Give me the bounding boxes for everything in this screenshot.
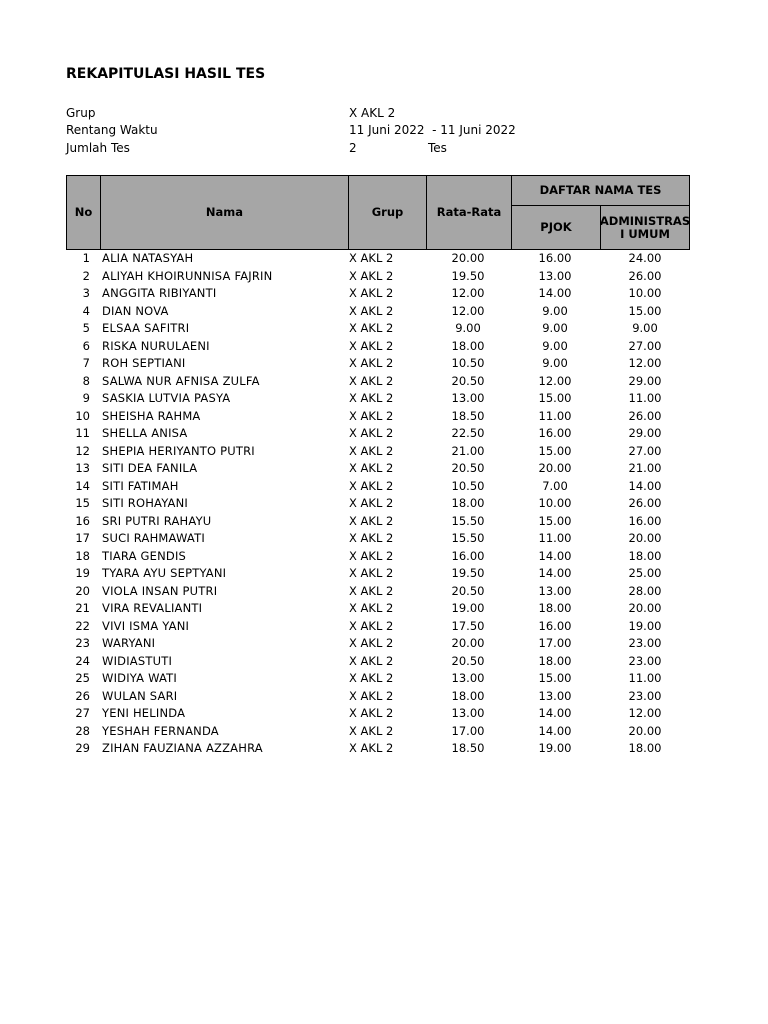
- pjok-score: 16.00: [538, 251, 572, 265]
- administrasi-umum-score: 27.00: [628, 443, 662, 458]
- pjok-score: 9.00: [542, 338, 568, 353]
- student-name: YESHAH FERNANDA: [102, 723, 219, 738]
- average-score: 18.50: [451, 408, 485, 423]
- pjok-score: 18.00: [538, 653, 572, 668]
- administrasi-umum-score: 20.00: [628, 531, 662, 545]
- pjok-score: 15.00: [538, 513, 572, 528]
- student-name: WARYANI: [102, 636, 156, 650]
- student-group: X AKL 2: [349, 426, 394, 440]
- average-score: 12.00: [451, 303, 485, 318]
- pjok-score: 11.00: [538, 531, 572, 545]
- row-number: 26: [75, 688, 90, 703]
- row-number: 28: [75, 723, 90, 738]
- table-row: [66, 478, 690, 496]
- table-row: [66, 268, 690, 286]
- average-score: 13.00: [451, 391, 485, 405]
- table-row: [66, 653, 690, 671]
- row-number: 13: [75, 461, 90, 475]
- student-name: WIDIYA WATI: [102, 671, 177, 685]
- row-number: 6: [82, 338, 90, 353]
- student-group: X AKL 2: [349, 548, 394, 563]
- administrasi-umum-score: 20.00: [628, 723, 662, 738]
- table-row: [66, 285, 690, 303]
- row-number: 1: [82, 251, 90, 265]
- average-score: 12.00: [451, 286, 485, 300]
- row-number: 21: [75, 601, 90, 615]
- student-group: X AKL 2: [349, 601, 394, 615]
- row-number: 11: [75, 426, 90, 440]
- student-name: ELSAA SAFITRI: [102, 321, 190, 335]
- info-rentang-value: 11 Juni 2022 - 11 Juni 2022: [349, 123, 516, 137]
- table-row: [66, 250, 690, 268]
- student-group: X AKL 2: [349, 321, 394, 335]
- student-name: RISKA NURULAENI: [102, 338, 210, 353]
- average-score: 18.00: [451, 496, 485, 510]
- table-row: [66, 373, 690, 391]
- pjok-score: 13.00: [538, 688, 572, 703]
- administrasi-umum-score: 26.00: [628, 496, 662, 510]
- student-name: ALIYAH KHOIRUNNISA FAJRIN: [102, 268, 273, 283]
- average-score: 20.50: [451, 373, 485, 388]
- row-number: 16: [75, 513, 90, 528]
- table-row: [66, 530, 690, 548]
- row-number: 18: [75, 548, 90, 563]
- student-name: SITI DEA FANILA: [102, 461, 198, 475]
- pjok-score: 9.00: [542, 303, 568, 318]
- average-score: 19.50: [451, 268, 485, 283]
- student-name: SHEPIA HERIYANTO PUTRI: [102, 443, 255, 458]
- table-row: [66, 565, 690, 583]
- administrasi-umum-score: 11.00: [628, 671, 662, 685]
- average-score: 20.00: [451, 251, 485, 265]
- student-group: X AKL 2: [349, 618, 394, 633]
- student-name: WIDIASTUTI: [102, 653, 173, 668]
- administrasi-umum-score: 24.00: [628, 251, 662, 265]
- row-number: 17: [75, 531, 90, 545]
- table-row: [66, 408, 690, 426]
- row-number: 22: [75, 618, 90, 633]
- student-group: X AKL 2: [349, 723, 394, 738]
- table-row: [66, 670, 690, 688]
- average-score: 18.00: [451, 688, 485, 703]
- student-name: TIARA GENDIS: [102, 548, 187, 563]
- administrasi-umum-score: 12.00: [628, 356, 662, 370]
- table-row: [66, 320, 690, 338]
- student-name: VIVI ISMA YANI: [102, 618, 190, 633]
- header-nama: Nama: [100, 175, 349, 250]
- table-row: [66, 443, 690, 461]
- student-group: X AKL 2: [349, 496, 394, 510]
- average-score: 19.50: [451, 566, 485, 580]
- student-group: X AKL 2: [349, 741, 394, 755]
- student-name: DIAN NOVA: [102, 303, 169, 318]
- student-group: X AKL 2: [349, 391, 394, 405]
- pjok-score: 7.00: [542, 478, 568, 493]
- info-grup-value: X AKL 2: [349, 106, 396, 120]
- pjok-score: 13.00: [538, 583, 572, 598]
- table-row: [66, 303, 690, 321]
- row-number: 15: [75, 496, 90, 510]
- administrasi-umum-score: 29.00: [628, 426, 662, 440]
- administrasi-umum-score: 26.00: [628, 268, 662, 283]
- pjok-score: 14.00: [538, 566, 572, 580]
- student-group: X AKL 2: [349, 443, 394, 458]
- pjok-score: 14.00: [538, 706, 572, 720]
- average-score: 17.00: [451, 723, 485, 738]
- pjok-score: 16.00: [538, 618, 572, 633]
- administrasi-umum-score: 27.00: [628, 338, 662, 353]
- row-number: 10: [75, 408, 90, 423]
- student-group: X AKL 2: [349, 268, 394, 283]
- table-row: [66, 740, 690, 758]
- pjok-score: 13.00: [538, 268, 572, 283]
- pjok-score: 17.00: [538, 636, 572, 650]
- row-number: 7: [82, 356, 90, 370]
- administrasi-umum-score: 18.00: [628, 741, 662, 755]
- student-name: ROH SEPTIANI: [102, 356, 186, 370]
- header-no: No: [66, 175, 101, 250]
- table-row: [66, 688, 690, 706]
- row-number: 25: [75, 671, 90, 685]
- pjok-score: 20.00: [538, 461, 572, 475]
- table-row: [66, 338, 690, 356]
- table-row: [66, 548, 690, 566]
- row-number: 20: [75, 583, 90, 598]
- header-rata-rata: Rata-Rata: [426, 175, 512, 250]
- row-number: 19: [75, 566, 90, 580]
- administrasi-umum-score: 11.00: [628, 391, 662, 405]
- header-grup: Grup: [348, 175, 427, 250]
- table-row: [66, 618, 690, 636]
- average-score: 20.50: [451, 461, 485, 475]
- student-group: X AKL 2: [349, 583, 394, 598]
- average-score: 13.00: [451, 706, 485, 720]
- student-name: SALWA NUR AFNISA ZULFA: [102, 373, 260, 388]
- row-number: 4: [82, 303, 90, 318]
- pjok-score: 15.00: [538, 671, 572, 685]
- administrasi-umum-score: 19.00: [628, 618, 662, 633]
- table-row: [66, 425, 690, 443]
- page-title: REKAPITULASI HASIL TES: [66, 66, 266, 82]
- pjok-score: 14.00: [538, 548, 572, 563]
- average-score: 20.50: [451, 583, 485, 598]
- administrasi-umum-score: 28.00: [628, 583, 662, 598]
- row-number: 29: [75, 741, 90, 755]
- administrasi-umum-score: 15.00: [628, 303, 662, 318]
- table-row: [66, 600, 690, 618]
- student-name: VIOLA INSAN PUTRI: [102, 583, 218, 598]
- table-row: [66, 723, 690, 741]
- pjok-score: 14.00: [538, 723, 572, 738]
- administrasi-umum-score: 9.00: [632, 321, 658, 335]
- student-name: SHELLA ANISA: [102, 426, 188, 440]
- average-score: 18.00: [451, 338, 485, 353]
- table-row: [66, 513, 690, 531]
- average-score: 18.50: [451, 741, 485, 755]
- average-score: 15.50: [451, 531, 485, 545]
- student-group: X AKL 2: [349, 688, 394, 703]
- student-group: X AKL 2: [349, 531, 394, 545]
- row-number: 27: [75, 706, 90, 720]
- pjok-score: 12.00: [538, 373, 572, 388]
- student-group: X AKL 2: [349, 513, 394, 528]
- pjok-score: 16.00: [538, 426, 572, 440]
- average-score: 10.50: [451, 356, 485, 370]
- administrasi-umum-score: 20.00: [628, 601, 662, 615]
- student-name: VIRA REVALIANTI: [102, 601, 203, 615]
- average-score: 17.50: [451, 618, 485, 633]
- student-group: X AKL 2: [349, 408, 394, 423]
- administrasi-umum-score: 10.00: [628, 286, 662, 300]
- row-number: 14: [75, 478, 90, 493]
- administrasi-umum-score: 18.00: [628, 548, 662, 563]
- header-administrasi-umum: ADMINISTRAS I UMUM: [600, 205, 690, 250]
- header-daftar-nama-tes: DAFTAR NAMA TES: [511, 175, 690, 206]
- student-name: SUCI RAHMAWATI: [102, 531, 205, 545]
- header-pjok: PJOK: [511, 205, 601, 250]
- average-score: 9.00: [455, 321, 481, 335]
- pjok-score: 11.00: [538, 408, 572, 423]
- administrasi-umum-score: 16.00: [628, 513, 662, 528]
- info-rentang-label: Rentang Waktu: [66, 123, 158, 137]
- table-row: [66, 355, 690, 373]
- administrasi-umum-score: 25.00: [628, 566, 662, 580]
- administrasi-umum-score: 21.00: [628, 461, 662, 475]
- student-group: X AKL 2: [349, 303, 394, 318]
- row-number: 3: [82, 286, 90, 300]
- student-group: X AKL 2: [349, 251, 394, 265]
- student-name: ANGGITA RIBIYANTI: [102, 286, 217, 300]
- table-row: [66, 390, 690, 408]
- row-number: 24: [75, 653, 90, 668]
- table-row: [66, 635, 690, 653]
- average-score: 21.00: [451, 443, 485, 458]
- administrasi-umum-score: 12.00: [628, 706, 662, 720]
- pjok-score: 10.00: [538, 496, 572, 510]
- administrasi-umum-score: 23.00: [628, 688, 662, 703]
- administrasi-umum-score: 14.00: [628, 478, 662, 493]
- pjok-score: 19.00: [538, 741, 572, 755]
- administrasi-umum-score: 23.00: [628, 636, 662, 650]
- student-name: WULAN SARI: [102, 688, 178, 703]
- average-score: 15.50: [451, 513, 485, 528]
- pjok-score: 18.00: [538, 601, 572, 615]
- student-name: SHEISHA RAHMA: [102, 408, 201, 423]
- student-name: YENI HELINDA: [102, 706, 186, 720]
- administrasi-umum-score: 23.00: [628, 653, 662, 668]
- info-jumlah-unit: Tes: [428, 141, 447, 155]
- average-score: 19.00: [451, 601, 485, 615]
- row-number: 8: [82, 373, 90, 388]
- row-number: 5: [82, 321, 90, 335]
- student-name: SASKIA LUTVIA PASYA: [102, 391, 231, 405]
- student-group: X AKL 2: [349, 636, 394, 650]
- student-name: TYARA AYU SEPTYANI: [102, 566, 227, 580]
- table-row: [66, 583, 690, 601]
- student-group: X AKL 2: [349, 461, 394, 475]
- administrasi-umum-score: 26.00: [628, 408, 662, 423]
- student-name: SITI ROHAYANI: [102, 496, 189, 510]
- student-name: ZIHAN FAUZIANA AZZAHRA: [102, 741, 263, 755]
- table-row: [66, 460, 690, 478]
- average-score: 22.50: [451, 426, 485, 440]
- student-name: ALIA NATASYAH: [102, 251, 194, 265]
- average-score: 20.50: [451, 653, 485, 668]
- pjok-score: 9.00: [542, 321, 568, 335]
- table-row: [66, 495, 690, 513]
- row-number: 12: [75, 443, 90, 458]
- average-score: 20.00: [451, 636, 485, 650]
- info-jumlah-value: 2: [349, 141, 357, 155]
- average-score: 10.50: [451, 478, 485, 493]
- pjok-score: 9.00: [542, 356, 568, 370]
- row-number: 23: [75, 636, 90, 650]
- info-jumlah-label: Jumlah Tes: [66, 141, 130, 155]
- administrasi-umum-score: 29.00: [628, 373, 662, 388]
- student-group: X AKL 2: [349, 338, 394, 353]
- student-group: X AKL 2: [349, 706, 394, 720]
- row-number: 9: [82, 391, 90, 405]
- student-group: X AKL 2: [349, 653, 394, 668]
- student-group: X AKL 2: [349, 286, 394, 300]
- student-group: X AKL 2: [349, 566, 394, 580]
- student-group: X AKL 2: [349, 671, 394, 685]
- pjok-score: 15.00: [538, 443, 572, 458]
- student-group: X AKL 2: [349, 478, 394, 493]
- row-number: 2: [82, 268, 90, 283]
- pjok-score: 15.00: [538, 391, 572, 405]
- pjok-score: 14.00: [538, 286, 572, 300]
- student-group: X AKL 2: [349, 356, 394, 370]
- student-name: SRI PUTRI RAHAYU: [102, 513, 212, 528]
- info-grup-label: Grup: [66, 106, 96, 120]
- average-score: 13.00: [451, 671, 485, 685]
- average-score: 16.00: [451, 548, 485, 563]
- student-name: SITI FATIMAH: [102, 478, 179, 493]
- student-group: X AKL 2: [349, 373, 394, 388]
- table-row: [66, 705, 690, 723]
